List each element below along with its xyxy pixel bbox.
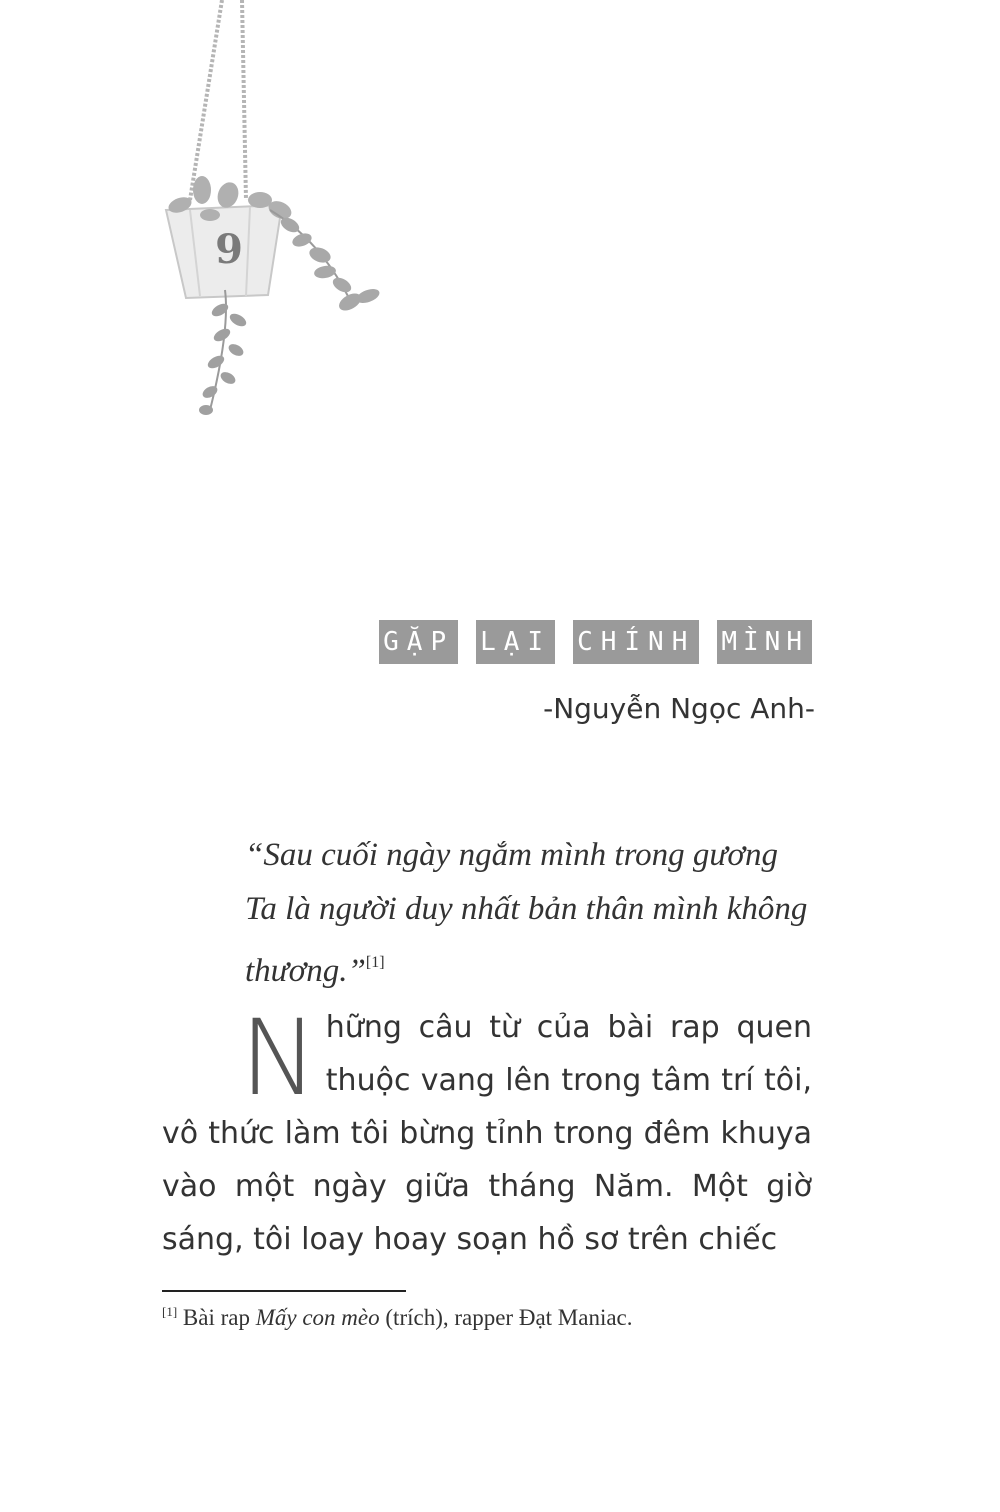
chapter-title [379, 620, 812, 664]
footnote-divider [162, 1290, 406, 1292]
quote-line-2: Ta là người duy nhất bản thân mình không thương.” [245, 891, 808, 989]
title-word: MÌNH [717, 620, 812, 664]
quote-line-1: “Sau cuối ngày ngắm mình trong gương [245, 837, 779, 873]
body-text: hững câu từ của bài rap quen thuộc vang lên trong tâm trí tôi, vô thức làm tôi bừng tỉnh trong đêm khuya vào một ngày giữa tháng Năm. Một giờ sáng, tôi loay hoay soạn hồ sơ trên chiếc [162, 1010, 812, 1257]
drop-cap: N [240, 997, 318, 1119]
footnote-suffix: (trích), rapper Đạt Maniac. [379, 1305, 633, 1330]
title-word: GẶP [379, 620, 458, 664]
title-word: CHÍNH [573, 620, 699, 664]
footnote-prefix: Bài rap [182, 1305, 256, 1330]
title-word: LẠI [476, 620, 555, 664]
footnote-ref: [1] [365, 954, 385, 971]
footnote-marker: [1] [162, 1304, 178, 1319]
chapter-number: 9 [215, 226, 243, 273]
author-name: -Nguyễn Ngọc Anh- [543, 692, 815, 725]
footnote [162, 1304, 633, 1331]
body-paragraph [162, 997, 812, 1266]
hanging-plant-illustration [150, 0, 390, 430]
epigraph-quote [245, 828, 815, 998]
footnote-title: Mấy con mèo [255, 1305, 380, 1330]
